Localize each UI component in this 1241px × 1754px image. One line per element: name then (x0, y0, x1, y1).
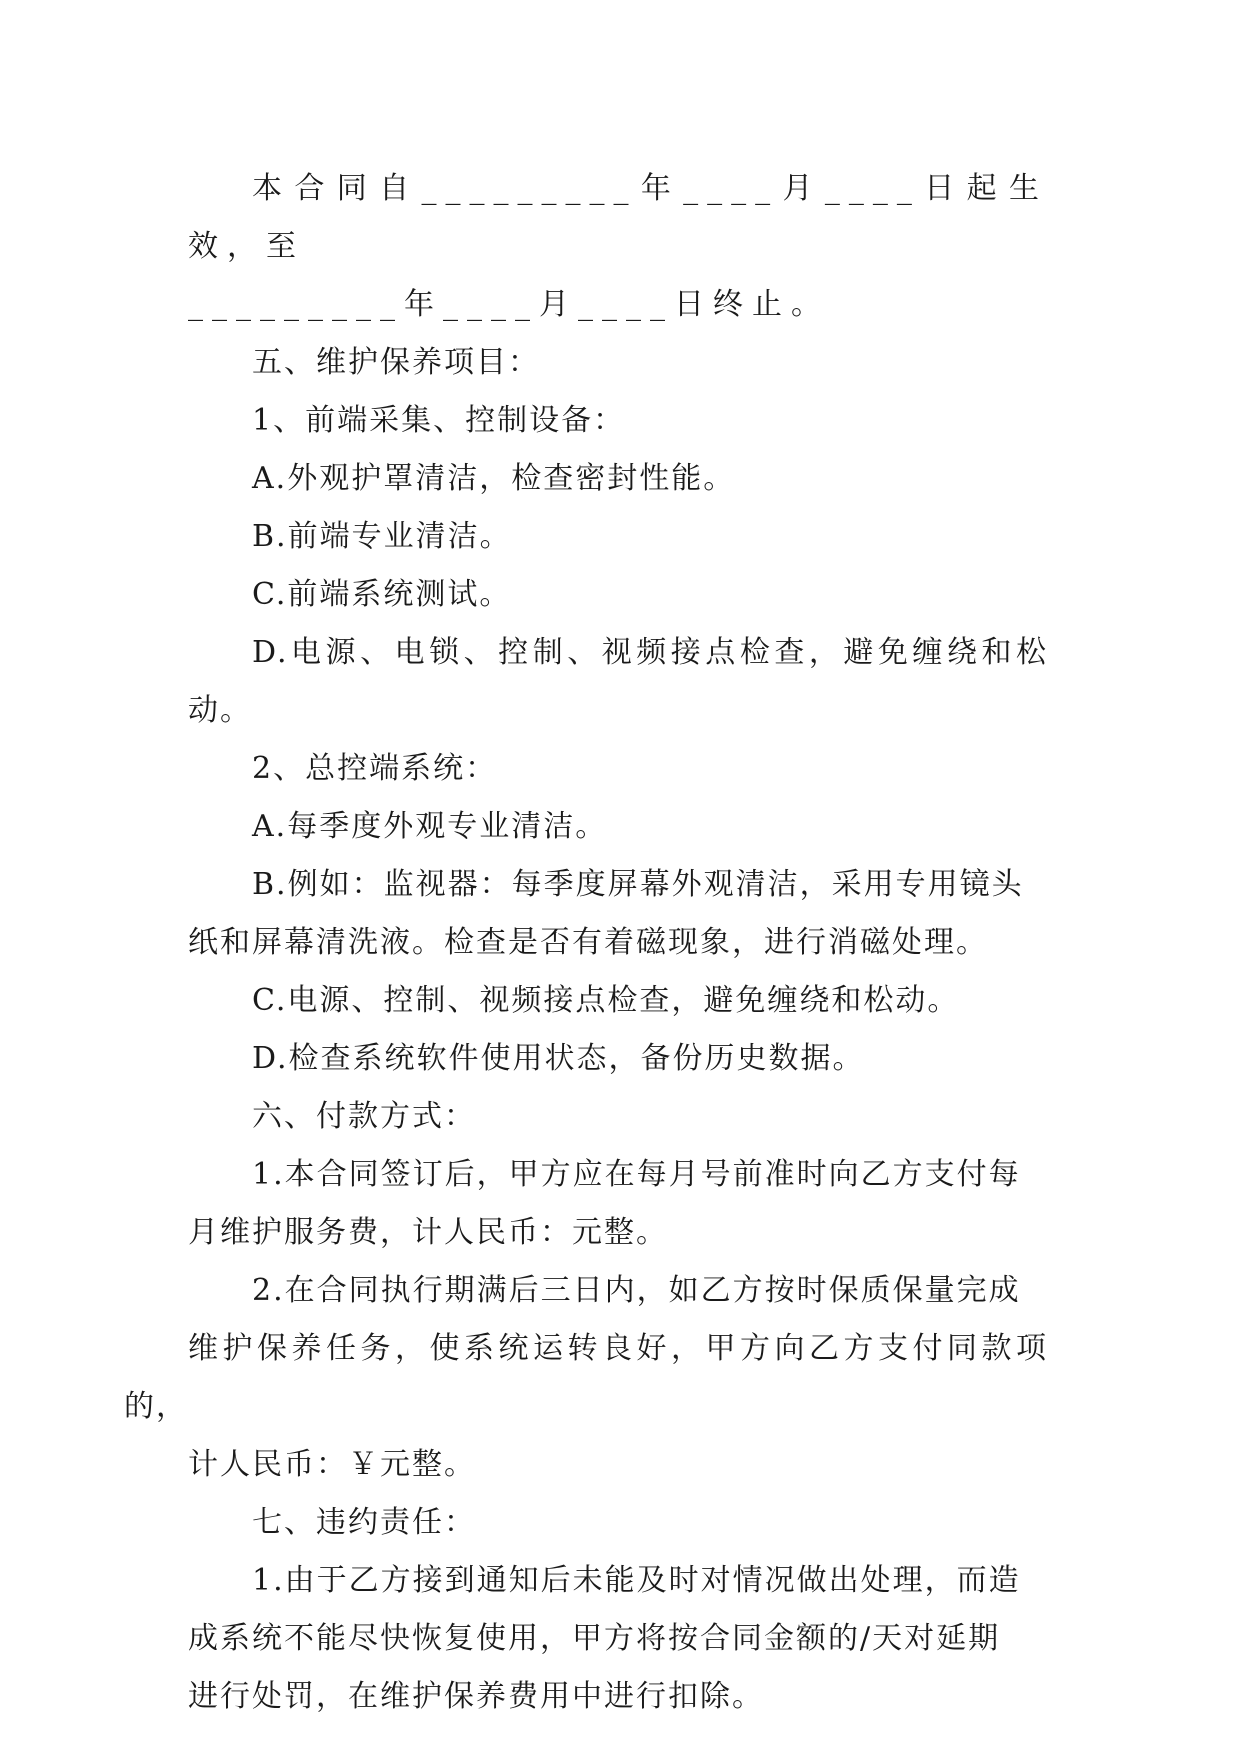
list-item (188, 1030, 1048, 1088)
text-line: A.每季度外观专业清洁。 (252, 809, 608, 844)
text-line: 1、前端采集、控制设备： (252, 403, 626, 438)
text-line: 月维护服务费，计人民币：元整。 (188, 1215, 668, 1250)
section-heading-payment (188, 1088, 1048, 1146)
text-line: C.电源、控制、视频接点检查，避免缠绕和松动。 (252, 983, 960, 1018)
text-line: 1.本合同签订后，甲方应在每月号前准时向乙方支付每 (252, 1157, 1021, 1192)
subheading-control-system (188, 740, 1048, 798)
text-line: C.前端系统测试。 (252, 577, 512, 612)
text-line: 成系统不能尽快恢复使用，甲方将按合同金额的/天对延期 (188, 1621, 1001, 1656)
text-line: B.例如：监视器：每季度屏幕外观清洁，采用专用镜头 (252, 867, 1024, 902)
list-item (188, 450, 1048, 508)
text-line: 五、维护保养项目： (252, 345, 540, 380)
list-item (124, 1262, 1048, 1494)
list-item (188, 1552, 1048, 1726)
section-heading-liability (188, 1494, 1048, 1552)
subheading-front-end (188, 392, 1048, 450)
list-item (188, 798, 1048, 856)
text-line: 1.由于乙方接到通知后未能及时对情况做出处理，而造 (252, 1563, 1021, 1598)
list-item (188, 508, 1048, 566)
text-line: D.电源、电锁、控制、视频接点检查，避免缠绕和松动。 (188, 635, 1048, 728)
list-item (188, 1146, 1048, 1262)
list-item (188, 972, 1048, 1030)
text-line: 2、总控端系统： (252, 751, 498, 786)
text-line: 本合同自_________年____月____日起生效，至 (188, 171, 1048, 264)
section-heading-maintenance-items (188, 334, 1048, 392)
text-line: _________年____月____日终止。 (188, 287, 830, 322)
text-line: 纸和屏幕清洗液。检查是否有着磁现象，进行消磁处理。 (188, 925, 988, 960)
text-line: B.前端专业清洁。 (252, 519, 512, 554)
text-line: A.外观护罩清洁，检查密封性能。 (252, 461, 736, 496)
text-line: 2.在合同执行期满后三日内，如乙方按时保质保量完成 (252, 1273, 1021, 1308)
text-line: 进行处罚，在维护保养费用中进行扣除。 (188, 1679, 764, 1714)
document-body (124, 160, 1048, 1726)
list-item (188, 566, 1048, 624)
text-line: 七、违约责任： (252, 1505, 476, 1540)
text-line: 维护保养任务，使系统运转良好，甲方向乙方支付同款项的， (124, 1331, 1048, 1424)
list-item (188, 856, 1048, 972)
text-line: 计人民币：￥元整。 (188, 1447, 476, 1482)
paragraph-effective-period (188, 160, 1048, 334)
text-line: D.检查系统软件使用状态，备份历史数据。 (252, 1041, 865, 1076)
list-item (188, 624, 1048, 740)
text-line: 六、付款方式： (252, 1099, 476, 1134)
